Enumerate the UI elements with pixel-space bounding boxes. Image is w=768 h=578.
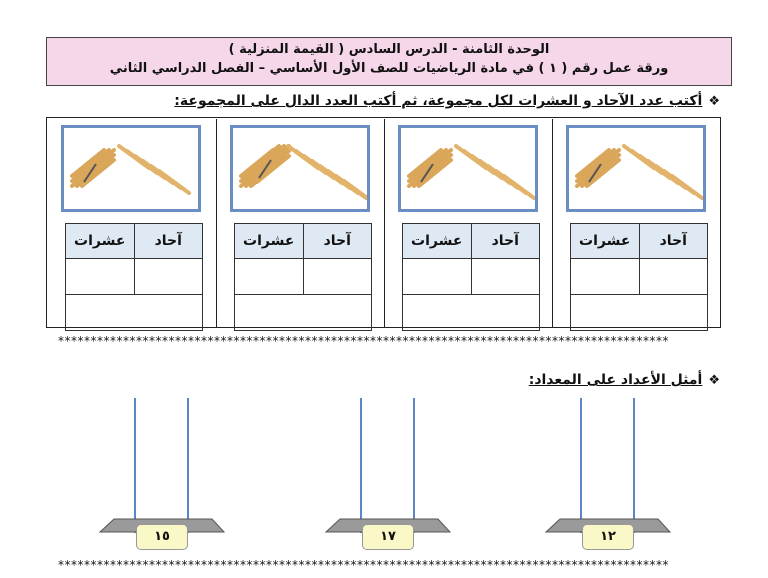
- sticks-image: [61, 125, 201, 212]
- ones-answer-cell[interactable]: [639, 259, 708, 295]
- tens-answer-cell[interactable]: [66, 259, 135, 295]
- tens-answer-cell[interactable]: [571, 259, 640, 295]
- sticks-image: [566, 125, 706, 212]
- abacus-number: ١٢: [582, 524, 634, 550]
- worksheet-subtitle: ورقة عمل رقم ( ١ ) في مادة الرياضيات للصف الأول الأساسي – الفصل الدراسي الثاني: [109, 61, 669, 76]
- ones-header: آحاد: [303, 224, 372, 259]
- place-value-table: [402, 223, 540, 331]
- number-answer-cell[interactable]: [571, 295, 708, 331]
- tens-header: عشرات: [235, 224, 304, 259]
- divider-stars-bottom: **********************************************************************************************: [58, 558, 669, 572]
- group-cell: [384, 119, 547, 328]
- number-answer-cell[interactable]: [66, 295, 203, 331]
- place-value-table: [570, 223, 708, 331]
- abacus: [538, 393, 688, 558]
- ones-answer-cell[interactable]: [134, 259, 203, 295]
- group-cell: [48, 119, 211, 328]
- ones-header: آحاد: [471, 224, 540, 259]
- tens-header: عشرات: [571, 224, 640, 259]
- diamond-bullet-icon: ❖: [708, 373, 720, 388]
- ones-header: آحاد: [134, 224, 203, 259]
- task-1-instruction: [174, 93, 720, 109]
- tens-answer-cell[interactable]: [403, 259, 472, 295]
- group-cell: [216, 119, 379, 328]
- divider-stars: **********************************************************************************************: [58, 334, 669, 348]
- number-answer-cell[interactable]: [235, 295, 372, 331]
- ones-answer-cell[interactable]: [303, 259, 372, 295]
- task-2-text: أمثل الأعداد على المعداد:: [528, 372, 703, 388]
- abacus: [318, 393, 468, 558]
- place-value-table: [65, 223, 203, 331]
- worksheet-header: [46, 37, 732, 86]
- abacus: [92, 393, 242, 558]
- tens-header: عشرات: [403, 224, 472, 259]
- diamond-bullet-icon: ❖: [708, 94, 720, 109]
- lesson-title: الوحدة الثامنة - الدرس السادس ( القيمة المنزلية ): [228, 42, 550, 57]
- ones-header: آحاد: [639, 224, 708, 259]
- task-1-text: أكتب عدد الآحاد و العشرات لكل مجموعة، ثم أكتب العدد الدال على المجموعة:: [174, 93, 703, 109]
- sticks-image: [230, 125, 370, 212]
- sticks-image: [398, 125, 538, 212]
- ones-answer-cell[interactable]: [471, 259, 540, 295]
- group-cell: [552, 119, 715, 328]
- abacus-number: ١٧: [362, 524, 414, 550]
- tens-header: عشرات: [66, 224, 135, 259]
- task-2-instruction: [529, 372, 720, 388]
- abacus-number: ١٥: [136, 524, 188, 550]
- place-value-table: [234, 223, 372, 331]
- number-answer-cell[interactable]: [403, 295, 540, 331]
- tens-answer-cell[interactable]: [235, 259, 304, 295]
